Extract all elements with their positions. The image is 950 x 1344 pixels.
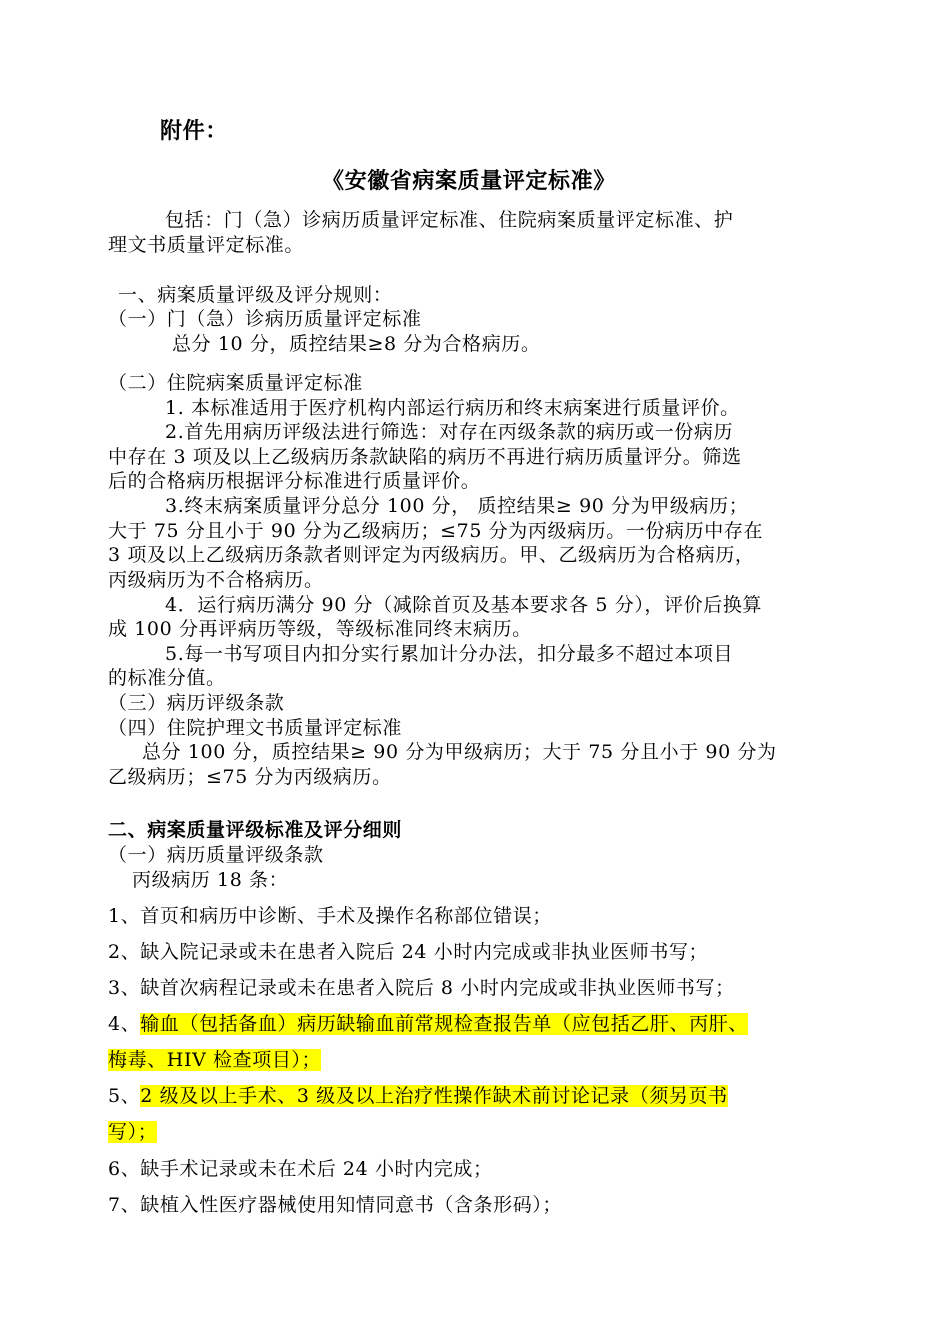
item-number: 3、 (108, 977, 141, 999)
highlighted-item-text: 输血（包括备血）病历缺输血前常规检查报告单（应包括乙肝、丙肝、 (140, 1013, 748, 1035)
list-item (108, 904, 552, 928)
rule-3-line-1: 3.终末病案质量评分总分 100 分， 质控结果≥ 90 分为甲级病历； (165, 495, 749, 517)
list-item (108, 976, 735, 1000)
list-item (108, 1193, 562, 1217)
item-text: 缺植入性医疗器械使用知情同意书（含条形码）； (140, 1194, 562, 1216)
list-item-continuation (108, 1120, 157, 1144)
highlighted-item-text: 2 级及以上手术、3 级及以上治疗性操作缺术前讨论记录（须另页书 (140, 1085, 728, 1107)
item-number: 4、 (108, 1013, 141, 1035)
list-item (108, 1157, 493, 1181)
intro-line-2: 理文书质量评定标准。 (108, 234, 305, 256)
section2-sub1-title: （一）病历质量评级条款 (108, 844, 324, 866)
grade-c-count: 丙级病历 18 条： (132, 869, 289, 891)
section1-sub1-title: （一）门（急）诊病历质量评定标准 (108, 308, 422, 330)
rule-2-line-1: 2.首先用病历评级法进行筛选：对存在丙级条款的病历或一份病历 (165, 421, 734, 443)
sub4-line-1: 总分 100 分，质控结果≥ 90 分为甲级病历；大于 75 分且小于 90 分为 (142, 741, 777, 763)
item-text: 首页和病历中诊断、手术及操作名称部位错误； (140, 905, 552, 927)
item-number: 5、 (108, 1085, 141, 1107)
section2-heading: 二、病案质量评级标准及评分细则 (108, 819, 403, 841)
item-text: 缺首次病程记录或未在患者入院后 8 小时内完成或非执业医师书写； (140, 977, 735, 999)
section1-heading: 一、病案质量评级及评分规则： (118, 284, 393, 306)
rule-4-line-1: 4．运行病历满分 90 分（减除首页及基本要求各 5 分），评价后换算 (165, 594, 763, 616)
list-item-continuation (108, 1048, 321, 1072)
item-number: 6、 (108, 1158, 141, 1180)
item-number: 2、 (108, 941, 141, 963)
list-item (108, 1084, 728, 1108)
section1-sub2-title: （二）住院病案质量评定标准 (108, 372, 363, 394)
item-number: 1、 (108, 905, 141, 927)
section1-sub4-title: （四）住院护理文书质量评定标准 (108, 717, 403, 739)
attachment-label: 附件： (160, 119, 228, 144)
rule-5-line-2: 的标准分值。 (108, 667, 226, 689)
rule-2-line-3: 后的合格病历根据评分标准进行质量评价。 (108, 470, 481, 492)
item-text: 缺手术记录或未在术后 24 小时内完成； (140, 1158, 493, 1180)
rule-2-line-2: 中存在 3 项及以上乙级病历条款缺陷的病历不再进行病历质量评分。筛选 (108, 446, 742, 468)
sub4-line-2: 乙级病历；≤75 分为丙级病历。 (108, 766, 392, 788)
rule-5-line-1: 5.每一书写项目内扣分实行累加计分办法，扣分最多不超过本项目 (165, 643, 734, 665)
highlighted-item-text: 写）； (108, 1121, 158, 1143)
intro-line-1: 包括：门（急）诊病历质量评定标准、住院病案质量评定标准、护 (165, 209, 734, 231)
highlighted-item-text: 梅毒、HIV 检查项目）； (108, 1049, 322, 1071)
rule-1: 1. 本标准适用于医疗机构内部运行病历和终末病案进行质量评价。 (165, 397, 740, 419)
list-item (108, 940, 708, 964)
item-text: 缺入院记录或未在患者入院后 24 小时内完成或非执业医师书写； (140, 941, 709, 963)
rule-4-line-2: 成 100 分再评病历等级，等级标准同终末病历。 (108, 618, 532, 640)
rule-3-line-4: 丙级病历为不合格病历。 (108, 569, 324, 591)
section1-sub3-title: （三）病历评级条款 (108, 692, 285, 714)
item-number: 7、 (108, 1194, 141, 1216)
list-item (108, 1012, 748, 1036)
rule-3-line-2: 大于 75 分且小于 90 分为乙级病历；≤75 分为丙级病历。一份病历中存在 (108, 520, 764, 542)
rule-3-line-3: 3 项及以上乙级病历条款者则评定为丙级病历。甲、乙级病历为合格病历， (108, 544, 755, 566)
section1-sub1-text: 总分 10 分，质控结果≥8 分为合格病历。 (172, 333, 541, 355)
document-title: 《安徽省病案质量评定标准》 (322, 169, 616, 194)
